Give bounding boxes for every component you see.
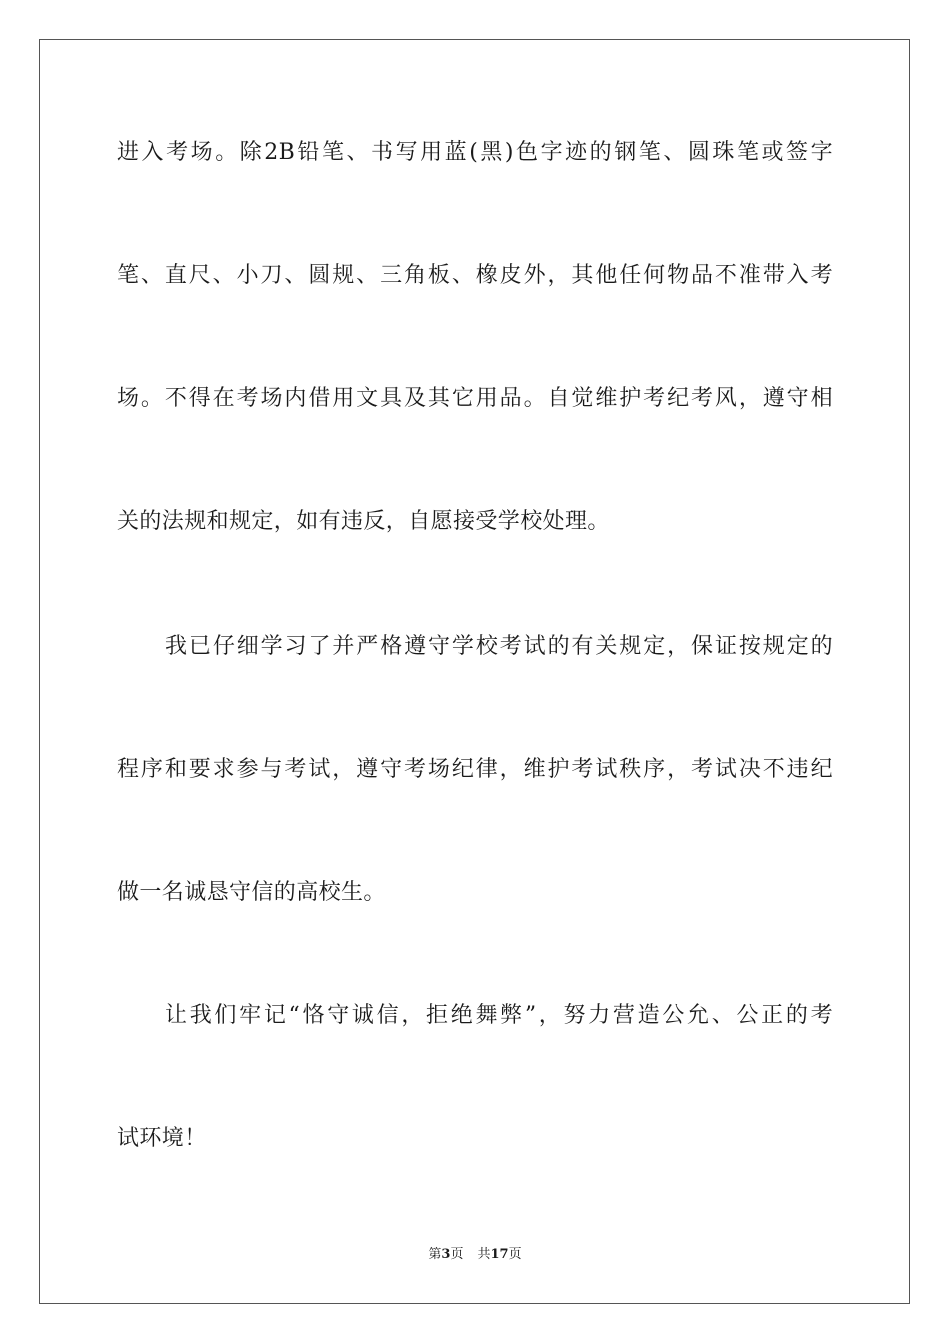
total-pages: 17 — [490, 1247, 509, 1262]
text-line: 做一名诚恳守信的高校生。 — [117, 880, 386, 905]
page-footer — [0, 1246, 950, 1264]
total-prefix: 共 — [477, 1247, 491, 1262]
text-line: 关的法规和规定，如有违反，自愿接受学校处理。 — [117, 509, 610, 534]
text-line: 进入考场。除2B铅笔、书写用蓝(黑)色字迹的钢笔、圆珠笔或签字 — [117, 140, 833, 165]
text-line: 笔、直尺、小刀、圆规、三角板、橡皮外，其他任何物品不准带入考 — [117, 263, 833, 288]
page-number: 3 — [441, 1247, 451, 1262]
page-suffix: 页 — [450, 1247, 464, 1262]
page-border — [39, 39, 910, 1304]
paragraph-first-line: 让我们牢记“恪守诚信，拒绝舞弊”，努力营造公允、公正的考 — [165, 1003, 833, 1028]
paragraph-first-line: 我已仔细学习了并严格遵守学校考试的有关规定，保证按规定的 — [165, 634, 833, 659]
page-prefix: 第 — [428, 1247, 442, 1262]
total-suffix: 页 — [508, 1247, 522, 1262]
text-line: 场。不得在考场内借用文具及其它用品。自觉维护考纪考风，遵守相 — [117, 386, 833, 411]
text-line: 程序和要求参与考试，遵守考场纪律，维护考试秩序，考试决不违纪 — [117, 757, 833, 782]
text-line: 试环境！ — [117, 1126, 207, 1151]
